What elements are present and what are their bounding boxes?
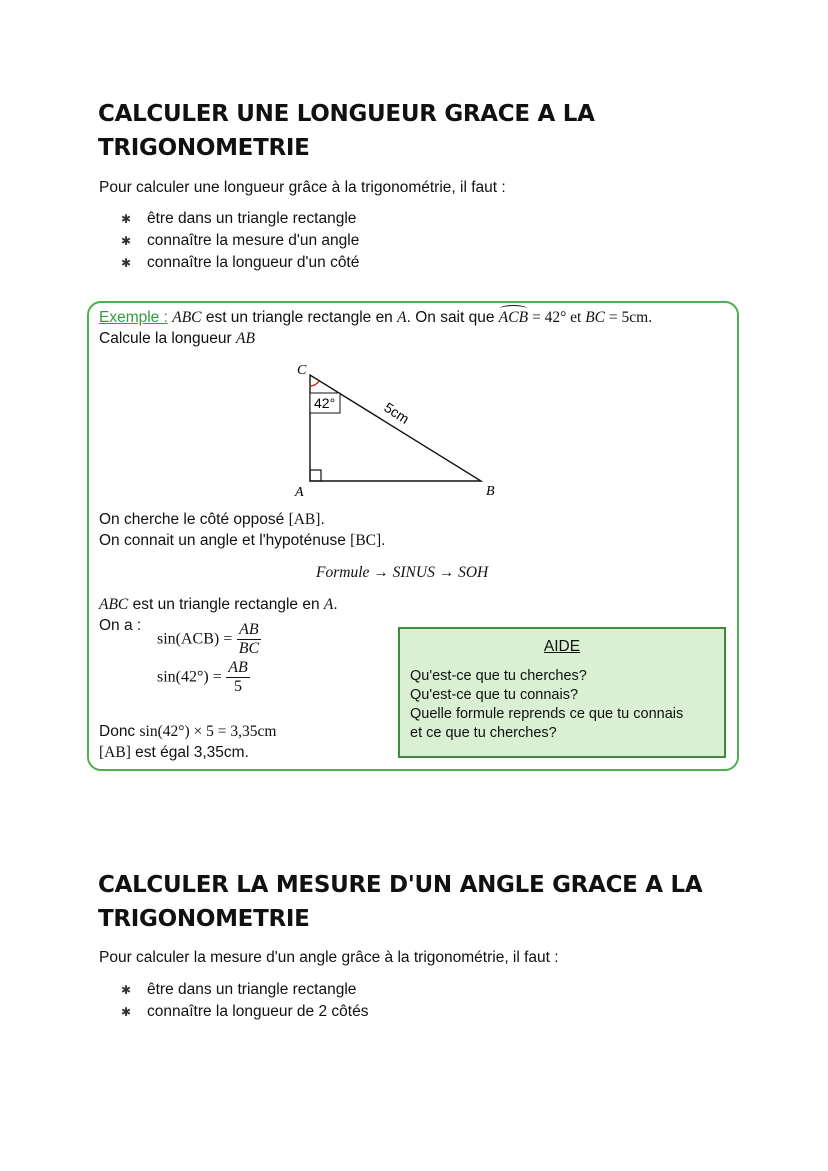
hypotenuse-label: 5cm [381,399,413,427]
aide-line: Qu'est-ce que tu connais? [410,687,579,703]
bullet-asterisk-icon: ✱ [121,212,132,226]
vertex-b-label: B [486,484,495,499]
abc-line: ABC est un triangle rectangle en A. [99,596,338,613]
seek-line: On cherche le côté opposé [AB]. [99,511,325,528]
result-line: [AB] est égal 3,35cm. [99,744,249,761]
aide-title: AIDE [543,638,581,655]
example-statement: Exemple : ABC est un triangle rectangle en A. On sait que ACB = 42° et BC = 5cm. [99,307,652,328]
bullet-asterisk-icon: ✱ [121,1005,132,1019]
equation-2: sin(42°) = $\frac{AB}{5}$ [157,659,248,695]
know-line: On connait un angle et l'hypoténuse [BC]. [99,532,386,549]
list-item: ✱ connaître la mesure d'un angle [121,230,359,252]
section2-bullets [121,979,368,1023]
angle-arc-mark [310,381,319,386]
example-label: Exemple : [99,309,168,326]
section2-title-line1: CALCULER LA MESURE D'UN ANGLE GRACE A LA [98,872,703,898]
angle-hat-icon [500,305,527,312]
list-item: ✱ être dans un triangle rectangle [121,208,359,230]
vertex-a-label: A [295,485,304,500]
right-angle-marker [310,470,321,481]
on-a-label: On a : [99,617,142,634]
aide-line: et ce que tu cherches? [410,725,557,741]
aide-line: Quelle formule reprends ce que tu connais [410,706,684,722]
section1-bullets [121,208,359,274]
triangle-shape [310,375,481,481]
angle-label: 42° [314,395,336,411]
section1-title [98,97,595,165]
conclusion-line: Donc sin(42°) × 5 = 3,35cm [99,723,277,740]
triangle-figure [285,358,515,503]
section2-title-line2: TRIGONOMETRIE [98,906,310,932]
bullet-asterisk-icon: ✱ [121,983,132,997]
section1-intro: Pour calculer une longueur grâce à la trigonométrie, il faut : [99,179,506,196]
bullet-asterisk-icon: ✱ [121,256,132,270]
list-item: ✱ connaître la longueur d'un côté [121,252,359,274]
vertex-c-label: C [297,363,307,378]
bullet-asterisk-icon: ✱ [121,234,132,248]
aide-text [410,667,724,743]
example-question: Calcule la longueur AB [99,330,255,347]
equation-1: sin(ACB) = $\frac{AB}{BC}$ [157,621,260,657]
formula-line: Formule → SINUS → SOH [316,564,489,581]
section2-intro: Pour calculer la mesure d'un angle grâce à la trigonométrie, il faut : [99,949,559,966]
section2-title [98,868,702,936]
aide-line: Qu'est-ce que tu cherches? [410,668,587,684]
list-item: ✱ connaître la longueur de 2 côtés [121,1001,368,1023]
list-item: ✱ être dans un triangle rectangle [121,979,368,1001]
section1-title-line2: TRIGONOMETRIE [98,135,310,161]
section1-title-line1: CALCULER UNE LONGUEUR GRACE A LA [98,101,595,127]
aide-box [398,627,726,758]
